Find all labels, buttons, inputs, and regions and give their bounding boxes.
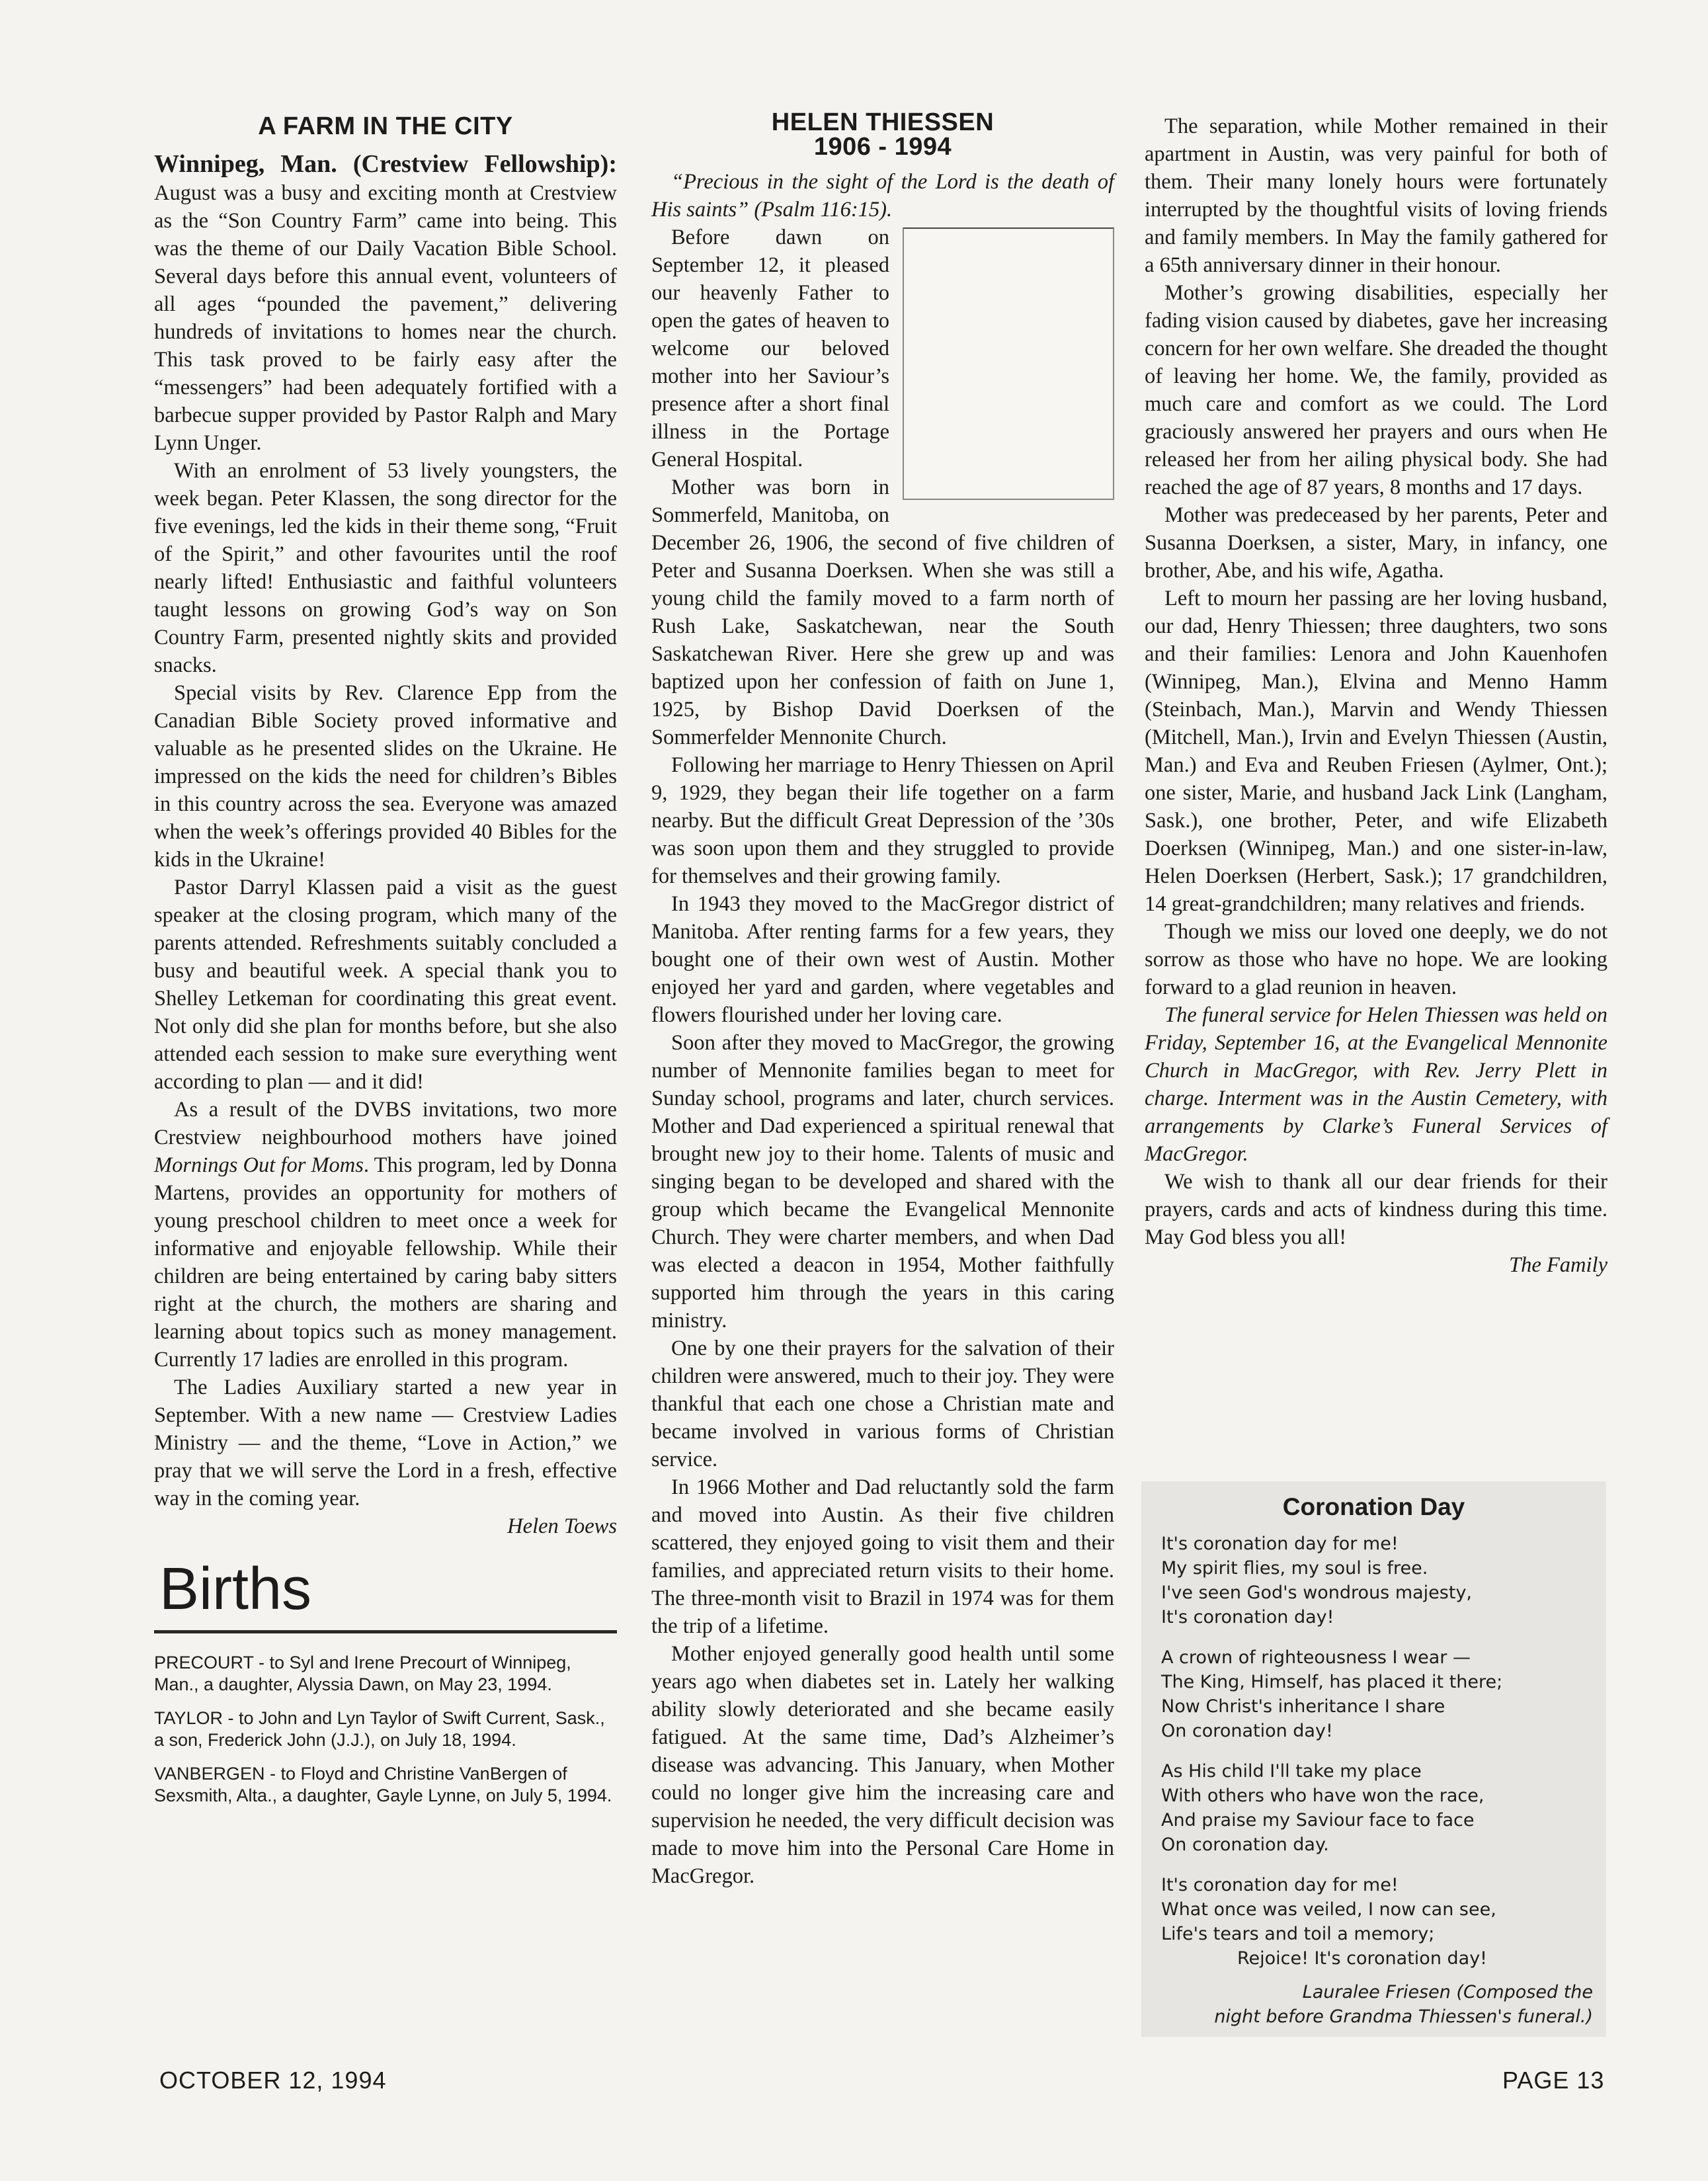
article-paragraph: With an enrolment of 53 lively youngsters, the week began. Peter Klassen, the song director for the five evenings, led the kids in their theme song, “Fruit of the Spirit,” and other favourites until the roof nearly lifted! Enthusiastic and faithful volunteers taught lessons on growing God’s way on Son Country Farm, presented nightly skits and provided snacks. xyxy=(154,459,617,677)
photo-placeholder xyxy=(903,227,1114,500)
poem-stanza xyxy=(1161,1645,1606,1743)
poem-line: It's coronation day for me! xyxy=(1161,1534,1399,1554)
poem-line: On coronation day! xyxy=(1161,1721,1333,1741)
dateline: Winnipeg, Man. (Crestview Fellowship): xyxy=(154,150,617,178)
poem-line: On coronation day. xyxy=(1161,1834,1329,1855)
poem-line: Life's tears and toil a memory; xyxy=(1161,1924,1435,1944)
poem-line: What once was veiled, I now can see, xyxy=(1161,1899,1496,1920)
birth-notice: PRECOURT - to Syl and Irene Precourt of Winnipeg, Man., a daughter, Alyssia Dawn, on May 23, 1994. xyxy=(154,1653,571,1694)
article-paragraph: Soon after they moved to MacGregor, the growing number of Mennonite families began to meet for Sunday school, programs and later, church services. Mother and Dad experienced a spiritual renewal that brought new joy to their home. Talents of music and singing began to be developed and shared with the group which became the Evangelical Mennonite Church. They were charter members, and when Dad was elected a deacon in 1954, Mother faithfully supported him through the years in this caring ministry. xyxy=(651,1031,1114,1333)
poem-line: Rejoice! It's coronation day! xyxy=(1237,1948,1487,1969)
article-paragraph: As a result of the DVBS invitations, two more Crestview neighbourhood mothers have joined Mornings Out for Moms. This program, led by Donna Martens, provides an opportunity for mothers of young preschool children to meet once a week for informative and enjoyable fellowship. While their children are being entertained by caring baby sitters right at the church, the mothers are sharing and learning about topics such as money management. Currently 17 ladies are enrolled in this program. xyxy=(154,1098,617,1372)
author-signature: Helen Toews xyxy=(507,1514,617,1538)
page-number: PAGE 13 xyxy=(1502,2067,1605,2094)
poem-line: Now Christ's inheritance I share xyxy=(1161,1696,1445,1717)
article-title-farm: A FARM IN THE CITY xyxy=(258,112,513,140)
births-divider xyxy=(154,1630,617,1633)
poem-box xyxy=(1141,1481,1606,2037)
article-paragraph: Left to mourn her passing are her loving husband, our dad, Henry Thiessen; three daughters, two sons and their families: Lenora and John Kauenhofen (Winnipeg, Man.), Elvina and Menno Hamm (Steinbach, Man.), Marvin and Wendy Thiessen (Mitchell, Man.), Irvin and Evelyn Thiessen (Austin, Man.) and Eva and Reuben Friesen (Aylmer, Ont.); one sister, Marie, and husband Jack Link (Langham, Sask.), one brother, Peter, and wife Elizabeth Doerksen (Winnipeg, Man.) and one sister-in-law, Helen Doerksen (Herbert, Sask.); 17 grandchildren, 14 great-grandchildren; many relatives and friends. xyxy=(1145,587,1607,916)
poem-credit: Lauralee Friesen (Composed the night before Grandma Thiessen's funeral.) xyxy=(1214,1982,1593,2027)
column-obituary xyxy=(651,108,1114,1890)
obituary-years: 1906 - 1994 xyxy=(813,133,952,161)
article-paragraph: In 1943 they moved to the MacGregor district of Manitoba. After renting farms for a few years, they bought one of their own west of Austin. Mother enjoyed her yard and garden, where vegetables and flowers flourished under her loving care. xyxy=(651,892,1114,1027)
article-paragraph: Before dawn on September 12, it pleased our heavenly Father to open the gates of heaven to welcome our beloved mother into her Saviour’s presence after a short final illness in the Portage General Hospital. xyxy=(651,224,1114,473)
poem-line: It's coronation day for me! xyxy=(1161,1875,1399,1895)
obituary-name: HELEN THIESSEN xyxy=(771,108,995,136)
article-paragraph: Though we miss our loved one deeply, we do not sorrow as those who have no hope. We are looking forward to a glad reunion in heaven. xyxy=(1145,920,1607,999)
birth-notice: VANBERGEN - to Floyd and Christine VanBergen of Sexsmith, Alta., a daughter, Gayle Lynne, on July 5, 1994. xyxy=(154,1764,612,1805)
article-paragraph: Mother was predeceased by her parents, Peter and Susanna Doerksen, a sister, Mary, in infancy, one brother, Abe, and his wife, Agatha. xyxy=(1145,503,1607,583)
birth-notice: TAYLOR - to John and Lyn Taylor of Swift Current, Sask., a son, Frederick John (J.J.), on July 18, 1994. xyxy=(154,1708,605,1750)
poem-line: With others who have won the race, xyxy=(1161,1786,1484,1806)
poem-stanza xyxy=(1161,1759,1606,1857)
article-paragraph: Winnipeg, Man. (Crestview Fellowship): August was a busy and exciting month at Crestview as the “Son Country Farm” came into being. This was the theme of our Daily Vacation Bible School. Several days before this annual event, volunteers of all ages “pounded the pavement,” delivering hundreds of invitations to homes near the church. This task proved to be fairly easy after the “messengers” had been adequately fortified with a barbecue supper provided by Pastor Ralph and Mary Lynn Unger. xyxy=(154,150,617,455)
article-paragraph: Following her marriage to Henry Thiessen on April 9, 1929, they began their life together on a farm nearby. But the difficult Great Depression of the ’30s was soon upon them and they struggled to provide for themselves and their growing family. xyxy=(651,753,1114,888)
poem-body xyxy=(1161,1532,1606,1971)
program-name: Mornings Out for Moms xyxy=(154,1153,364,1177)
poem-stanza xyxy=(1161,1532,1606,1629)
column-farm-in-the-city xyxy=(154,112,617,1819)
births-heading: Births xyxy=(159,1556,312,1622)
article-paragraph: Pastor Darryl Klassen paid a visit as the guest speaker at the closing program, which many of the parents attended. Refreshments suitably concluded a busy and beautiful week. A special thank you to Shelley Letkeman for coordinating this great event. Not only did she plan for months before, but she also attended each session to make sure everything went according to plan — and it did! xyxy=(154,876,617,1094)
article-paragraph: Mother was born in Sommerfeld, Manitoba, on December 26, 1906, the second of five children of Peter and Susanna Doerksen. When she was still a young child the family moved to a farm north of Rush Lake, Saskatchewan, near the South Saskatchewan River. Here she grew up and was baptized upon her confession of faith on June 1, 1925, by Bishop David Doerksen of the Sommerfelder Mennonite Church. xyxy=(651,475,1114,749)
scripture-verse: “Precious in the sight of the Lord is the death of His saints” (Psalm 116:15). xyxy=(651,170,1114,222)
article-paragraph: In 1966 Mother and Dad reluctantly sold the farm and moved into Austin. As their five children scattered, they enjoyed going to visit them and their families, and appreciated return visits to their home. The three-month visit to Brazil in 1974 was for them the trip of a lifetime. xyxy=(651,1475,1114,1638)
article-paragraph: The separation, while Mother remained in their apartment in Austin, was very painful for both of them. Their many lonely hours were fortunately interrupted by the thoughtful visits of loving friends and family members. In May the family gathered for a 65th anniversary dinner in their honour. xyxy=(1145,114,1607,277)
family-signature: The Family xyxy=(1509,1253,1607,1277)
poem-line: My spirit flies, my soul is free. xyxy=(1161,1558,1428,1579)
poem-title: Coronation Day xyxy=(1282,1493,1465,1520)
poem-line: It's coronation day! xyxy=(1161,1607,1334,1627)
article-paragraph: The Ladies Auxiliary started a new year in September. With a new name — Crestview Ladies Ministry — and the theme, “Love in Action,” we pray that we will serve the Lord in a fresh, effective way in the coming year. xyxy=(154,1376,617,1510)
poem-line: The King, Himself, has placed it there; xyxy=(1161,1672,1503,1692)
poem-stanza xyxy=(1161,1873,1606,1971)
poem-line: As His child I'll take my place xyxy=(1161,1761,1422,1782)
poem-line: And praise my Saviour face to face xyxy=(1161,1810,1475,1831)
issue-date: OCTOBER 12, 1994 xyxy=(159,2067,387,2094)
article-paragraph: Mother enjoyed generally good health until some years ago when diabetes set in. Lately her walking ability slowly deteriorated and she became easily fatigued. At the same time, Dad’s Alzheimer’s disease was advancing. This January, when Mother could no longer give him the increasing care and supervision he needed, the very difficult decision was made to move him into the Personal Care Home in MacGregor. xyxy=(651,1642,1114,1888)
poem-line: I've seen God's wondrous majesty, xyxy=(1161,1583,1473,1603)
column-obituary-continued xyxy=(1145,112,1607,1279)
article-paragraph: Special visits by Rev. Clarence Epp from the Canadian Bible Society proved informative and valuable as he presented slides on the Ukraine. He impressed on the kids the need for children’s Bibles in this country across the sea. Everyone was amazed when the week’s offerings provided 40 Bibles for the kids in the Ukraine! xyxy=(154,681,617,872)
article-paragraph: One by one their prayers for the salvation of their children were answered, much to their joy. They were thankful that each one chose a Christian mate and became involved in various forms of Christian service. xyxy=(651,1337,1114,1471)
funeral-details: The funeral service for Helen Thiessen was held on Friday, September 16, at the Evangelical Mennonite Church in MacGregor, with Rev. Jerry Plett in charge. Interment was in the Austin Cemetery, with arrangements by Clarke’s Funeral Services of MacGregor. xyxy=(1145,1003,1607,1166)
article-paragraph: Mother’s growing disabilities, especially her fading vision caused by diabetes, gave her increasing concern for her own welfare. She dreaded the thought of leaving her home. We, the family, provided as much care and comfort as we could. The Lord graciously answered her prayers and ours when He released her from her ailing physical body. She had reached the age of 87 years, 8 months and 17 days. xyxy=(1145,281,1607,499)
poem-line: A crown of righteousness I wear — xyxy=(1161,1647,1471,1668)
article-paragraph: We wish to thank all our dear friends for their prayers, cards and acts of kindness during this time. May God bless you all! xyxy=(1145,1170,1607,1249)
